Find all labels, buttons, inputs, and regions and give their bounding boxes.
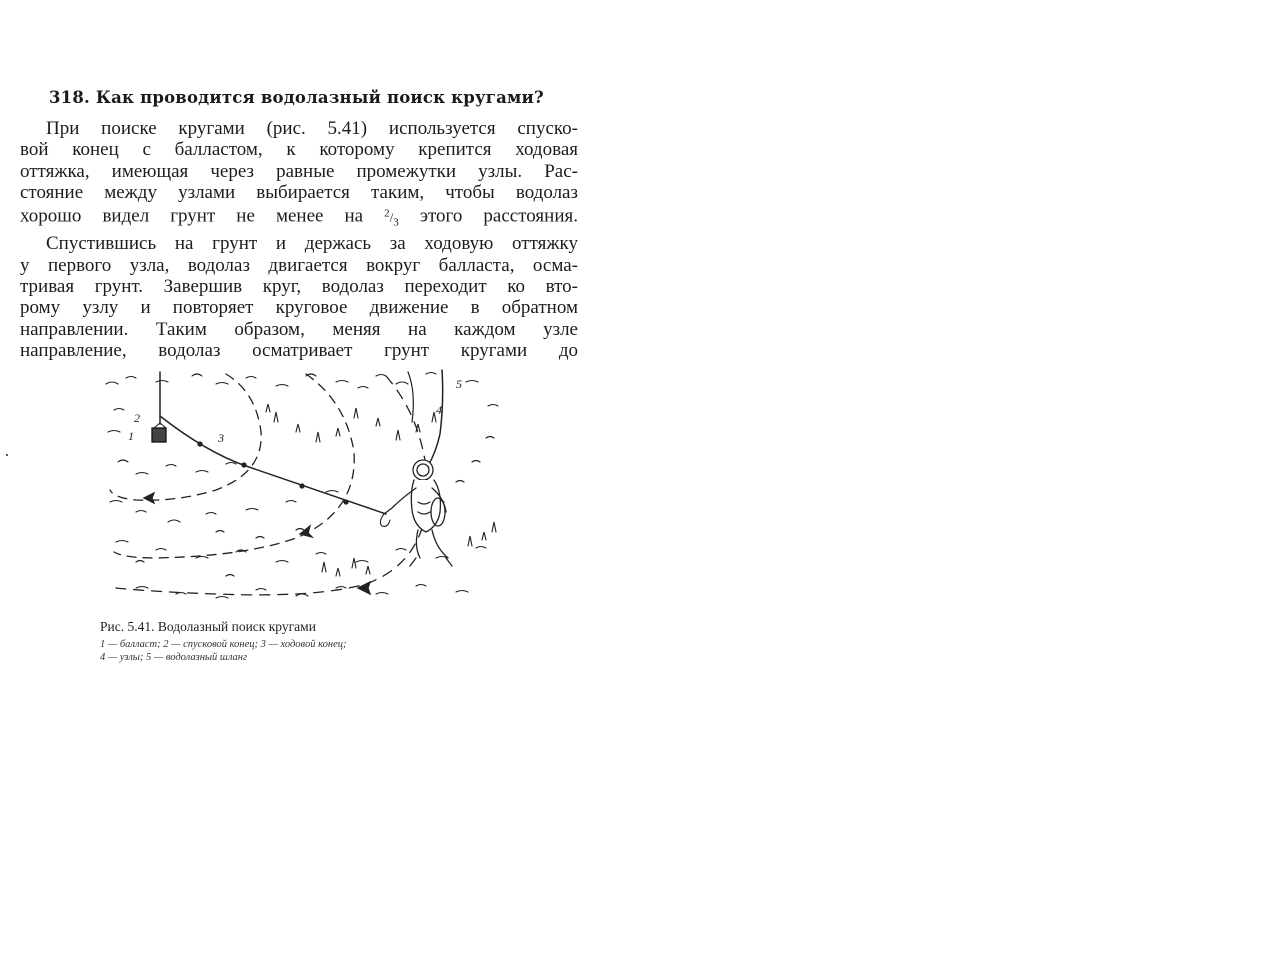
label-4: 4 (436, 403, 442, 417)
text-line: вой конец с балластом, к которому крепится ходовая (20, 139, 578, 161)
text-line: Спустившись на грунт и держась за ходовую оттяжку (46, 233, 578, 255)
legend-line: 4 — узлы; 5 — водолазный шланг (100, 651, 248, 663)
legend-line: 1 — балласт; 2 — спусковой конец; 3 — ходовой конец; (100, 639, 347, 650)
text-fragment: этого расстояния. (398, 205, 578, 227)
question-heading: 318. Как проводится водолазный поиск кругами? (49, 88, 544, 107)
fraction-numerator: 2 (384, 207, 390, 220)
body-text (20, 118, 578, 361)
diver-figure (384, 460, 452, 566)
text-line: направлении. Таким образом, меняя на каждом узле (20, 318, 578, 340)
diver-circle-search-illustration (96, 362, 510, 610)
text-line-fraction (20, 203, 578, 233)
label-5: 5 (456, 377, 462, 391)
text-line: тривая грунт. Завершив круг, водолаз переходит ко вто- (20, 276, 578, 297)
text-line: оттяжка, имеющая через равные промежутки узлы. Рас- (20, 160, 578, 182)
knot (300, 484, 304, 488)
text-line: у первого узла, водолаз двигается вокруг балласта, осма- (20, 254, 578, 276)
arrow-outer (358, 582, 370, 594)
knot (198, 442, 202, 446)
text-line: направление, водолаз осматривает грунт кругами до (20, 339, 578, 361)
label-1: 1 (128, 429, 134, 443)
label-3: 3 (218, 431, 224, 445)
running-line (160, 416, 386, 514)
knot (344, 500, 348, 504)
text-line: При поиске кругами (рис. 5.41) используется спуско- (46, 118, 578, 139)
fraction-denominator: 3 (393, 216, 399, 229)
figure-caption: Рис. 5.41. Водолазный поиск кругами (100, 619, 316, 634)
fraction: $^2/_3$ (384, 207, 399, 229)
text-line: рому узлу и повторяет круговое движение в обратном (20, 297, 578, 319)
search-circle-outer (116, 376, 428, 595)
search-circle-middle (114, 374, 354, 558)
ballast (152, 428, 166, 442)
label-2: 2 (134, 411, 140, 425)
text-line: стояние между узлами выбирается таким, чтобы водолаз (20, 181, 578, 203)
figure-legend (100, 639, 510, 664)
scan-speck (6, 454, 8, 456)
text-fragment: хорошо видел грунт не менее на (20, 205, 385, 227)
knot (242, 463, 246, 467)
arrow-inner (144, 493, 154, 503)
